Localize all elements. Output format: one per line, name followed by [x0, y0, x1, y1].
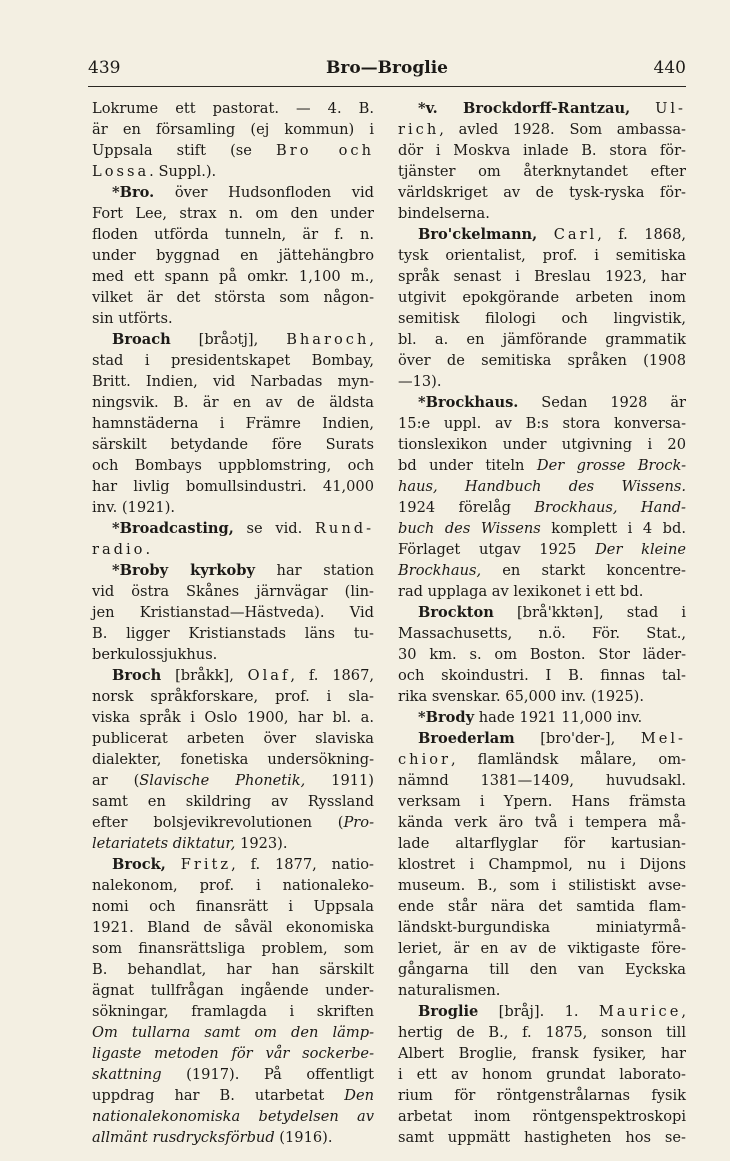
text-run: samt uppmätt hastigheten hos se- [398, 1129, 686, 1146]
text-run: med ett spann på omkr. 1,100 m., [92, 268, 374, 285]
text-line [92, 539, 374, 560]
text-run: floden utförda tunneln, är f. n. [92, 226, 374, 243]
text-line [92, 392, 374, 413]
text-line [92, 350, 374, 371]
text-run: tysk orientalist, prof. i semitiska [398, 247, 686, 264]
text-run: 1911) [305, 772, 374, 789]
text-line [92, 455, 374, 476]
text-run: under byggnad en jättehängbro [92, 247, 374, 264]
text-line [398, 896, 686, 917]
text-run: Ul- [655, 100, 686, 117]
text-run: över Hudsonfloden vid [154, 184, 374, 201]
text-line [92, 287, 374, 308]
text-line [92, 1043, 374, 1064]
text-run: B. ligger Kristianstads läns tu- [92, 625, 374, 642]
text-line [92, 1106, 374, 1127]
text-line [398, 1043, 686, 1064]
text-line [92, 119, 374, 140]
text-line [92, 959, 374, 980]
text-line [398, 434, 686, 455]
text-line [398, 560, 686, 581]
text-line [398, 224, 686, 245]
text-run: rium för röntgenstrålarnas fysik [398, 1087, 686, 1104]
text-line [398, 413, 686, 434]
text-run: rika svenskar. 65,000 inv. (1925). [398, 688, 645, 705]
text-run: bd under titeln [398, 457, 537, 474]
page-header [88, 58, 686, 84]
text-line [398, 371, 686, 392]
text-run: tionslexikon under utgivning i 20 [398, 436, 686, 453]
text-run: Pro- [343, 814, 374, 831]
text-line [398, 917, 686, 938]
text-run: buch des Wissens [398, 520, 541, 537]
text-run: norsk språkforskare, prof. i sla- [92, 688, 374, 705]
text-line [92, 875, 374, 896]
text-line [398, 938, 686, 959]
text-run: Slavische Phonetik, [139, 772, 306, 789]
text-line [398, 308, 686, 329]
left-column [92, 98, 374, 1148]
text-line [398, 875, 686, 896]
text-line [92, 707, 374, 728]
text-run: Om tullarna samt om den lämp- [92, 1024, 374, 1041]
text-run: bl. a. en jämförande grammatik [398, 331, 686, 348]
text-line [398, 245, 686, 266]
text-run: [bråkk], [161, 667, 248, 684]
text-run: (1917). På offentligt [161, 1066, 374, 1083]
text-run: är en församling (ej kommun) i [92, 121, 374, 138]
entry-headword: Bro'ckelmann, [418, 226, 538, 243]
text-run: särskilt betydande före Surats [92, 436, 374, 453]
entry-headword: *Broby kyrkoby [112, 562, 255, 579]
text-line [398, 1127, 686, 1148]
text-line [398, 1001, 686, 1022]
entry-headword: Brockton [418, 604, 494, 621]
text-run: kända verk äro två i tempera må- [398, 814, 686, 831]
text-run: inv. (1921). [92, 499, 176, 516]
text-run [630, 100, 655, 117]
entry-headword: Broch [112, 667, 162, 684]
text-line [92, 896, 374, 917]
text-run: Rund- [314, 520, 374, 537]
text-line [398, 602, 686, 623]
text-run: —13). [398, 373, 442, 390]
text-run: Carl [553, 226, 598, 243]
text-run: Britt. Indien, vid Narbadas myn- [92, 373, 374, 390]
text-run: Lokrume ett pastorat. — 4. B. [92, 100, 374, 117]
text-run: dialekter, fonetiska undersökning- [92, 751, 374, 768]
text-line [398, 812, 686, 833]
text-line [92, 245, 374, 266]
text-line [398, 581, 686, 602]
text-line [92, 203, 374, 224]
entry-headword: *Broadcasting, [112, 520, 234, 537]
text-line [92, 791, 374, 812]
text-run: stad i presidentskapet Bombay, [92, 352, 374, 369]
text-line [398, 140, 686, 161]
page-number-right: 440 [653, 58, 686, 78]
text-line [398, 1085, 686, 1106]
text-run: Förlaget utgav 1925 [398, 541, 596, 558]
text-line [398, 959, 686, 980]
entry-headword: *Brody [418, 709, 475, 726]
text-line [398, 770, 686, 791]
text-run: bindelserna. [398, 205, 490, 222]
text-run: 1923). [235, 835, 288, 852]
text-run: allmänt rusdrycksförbud [92, 1129, 275, 1146]
text-run: naturalismen. [398, 982, 501, 999]
text-run: lade altarflyglar för kartusian- [398, 835, 686, 852]
text-line [398, 665, 686, 686]
text-line [92, 686, 374, 707]
text-line [398, 329, 686, 350]
text-line [398, 203, 686, 224]
text-line [92, 833, 374, 854]
text-run: Fritz [180, 856, 232, 873]
text-line [92, 266, 374, 287]
text-line [92, 224, 374, 245]
text-run: Brockhaus, Hand- [534, 499, 686, 516]
text-line [92, 308, 374, 329]
text-run: Sedan 1928 är [518, 394, 686, 411]
text-line [398, 644, 686, 665]
text-run: Olaf [247, 667, 291, 684]
text-run: publicerat arbeten över slaviska [92, 730, 374, 747]
text-line [92, 581, 374, 602]
text-run: berkulossjukhus. [92, 646, 218, 663]
text-line [92, 371, 374, 392]
text-line [92, 413, 374, 434]
header-rule [88, 86, 686, 87]
text-run: språk senast i Breslau 1923, har [398, 268, 686, 285]
text-line [92, 1064, 374, 1085]
text-run: Fort Lee, strax n. om den under [92, 205, 374, 222]
text-line [92, 854, 374, 875]
text-run: skattning [92, 1066, 162, 1083]
text-run: hade 1921 11,000 inv. [474, 709, 643, 726]
text-run: viska språk i Oslo 1900, har bl. a. [92, 709, 374, 726]
text-run: nämnd 1381—1409, huvudsakl. [398, 772, 686, 789]
text-line [398, 350, 686, 371]
text-line [398, 728, 686, 749]
text-run: hamnstäderna i Främre Indien, [92, 415, 374, 432]
text-run: verksam i Ypern. Hans främsta [398, 793, 686, 810]
text-line [398, 182, 686, 203]
text-line [92, 1001, 374, 1022]
text-run: över de semitiska språken (1908 [398, 352, 686, 369]
entry-headword: *Brockhaus. [418, 394, 519, 411]
text-line [398, 1106, 686, 1127]
text-run: klostret i Champmol, nu i Dijons [398, 856, 686, 873]
text-run: chior [398, 751, 452, 768]
text-run: Brockhaus, [398, 562, 482, 579]
text-run: Uppsala stift (se [92, 142, 277, 159]
text-run: Bharoch [286, 331, 370, 348]
text-line [398, 161, 686, 182]
text-run: (1916). [274, 1129, 333, 1146]
text-line [92, 770, 374, 791]
entry-headword: Broach [112, 331, 171, 348]
right-column [398, 98, 686, 1148]
text-run: samt en skildring av Ryssland [92, 793, 374, 810]
text-run: Lossa [92, 163, 150, 180]
text-line [92, 161, 374, 182]
text-run: . [145, 541, 151, 558]
text-run: semitisk filologi och lingvistik, [398, 310, 686, 327]
entry-headword: *Bro. [112, 184, 155, 201]
text-line [398, 287, 686, 308]
text-line [398, 1064, 686, 1085]
entry-headword: Brock, [112, 856, 166, 873]
text-run: efter bolsjevikrevolutionen ( [92, 814, 344, 831]
text-line [92, 560, 374, 581]
text-run: se vid. [233, 520, 315, 537]
text-run: B. behandlat, har han särskilt [92, 961, 374, 978]
text-run: [brå'kktən], stad i [493, 604, 686, 621]
text-line [92, 1085, 374, 1106]
text-run: som finansrättsliga problem, som [92, 940, 374, 957]
text-run: nationalekonomiska betydelsen av [92, 1108, 374, 1125]
text-run: sin utförts. [92, 310, 173, 327]
text-line [398, 266, 686, 287]
text-run: Massachusetts, n.ö. För. Stat., [398, 625, 686, 642]
text-line [92, 938, 374, 959]
text-line [398, 623, 686, 644]
text-run: en starkt koncentre- [481, 562, 686, 579]
text-run: komplett i 4 bd. [540, 520, 686, 537]
text-line [92, 1127, 374, 1148]
text-run: , f. 1877, natio- [231, 856, 374, 873]
text-run: nomi och finansrätt i Uppsala [92, 898, 374, 915]
text-line [92, 917, 374, 938]
text-run: ländskt-burgundiska miniatyrmå- [398, 919, 686, 936]
text-run: radio [92, 541, 146, 558]
text-run: vid östra Skånes järnvägar (lin- [92, 583, 374, 600]
text-line [398, 518, 686, 539]
page-title: Bro—Broglie [326, 58, 448, 78]
text-run: , [681, 1003, 686, 1020]
text-run: gångarna till den van Eyckska [398, 961, 686, 978]
text-line [398, 119, 686, 140]
text-run: , f. 1868, [597, 226, 687, 243]
text-line [398, 980, 686, 1001]
text-line [92, 623, 374, 644]
text-run: utgivit epokgörande arbeten inom [398, 289, 686, 306]
text-run: jen Kristianstad—Hästveda). Vid [92, 604, 374, 621]
text-line [398, 98, 686, 119]
text-run: 15:e uppl. av B:s stora konversa- [398, 415, 686, 432]
text-run: rad upplaga av lexikonet i ett bd. [398, 583, 644, 600]
text-run: . Suppl.). [149, 163, 217, 180]
text-run: Der kleine [595, 541, 686, 558]
text-run: har station [254, 562, 374, 579]
text-run: museum. B., som i stilistiskt avse- [398, 877, 686, 894]
text-line [398, 791, 686, 812]
text-run: ligaste metoden för vår sockerbe- [92, 1045, 374, 1062]
entry-headword: Broglie [418, 1003, 479, 1020]
text-line [92, 98, 374, 119]
text-line [398, 497, 686, 518]
page-number-left: 439 [88, 58, 121, 78]
text-run: dör i Moskva inlade B. stora för- [398, 142, 686, 159]
text-run: , flamländsk målare, om- [451, 751, 686, 768]
text-run: och Bombays uppblomstring, och [92, 457, 374, 474]
text-line [92, 812, 374, 833]
text-run: vilket är det största som någon- [92, 289, 374, 306]
text-run: 1921. Bland de såväl ekonomiska [92, 919, 374, 936]
text-run: tjänster om återknytandet efter [398, 163, 686, 180]
text-run: Mel- [640, 730, 686, 747]
text-line [92, 140, 374, 161]
text-run: [bro'der-], [514, 730, 641, 747]
text-run: ende står nära det samtida flam- [398, 898, 686, 915]
text-run: , avled 1928. Som ambassa- [439, 121, 686, 138]
text-run: [bråɔtj], [170, 331, 287, 348]
text-run: haus, Handbuch des Wissens. [398, 478, 686, 495]
text-run: sökningar, framlagda i skriften [92, 1003, 374, 1020]
text-line [92, 728, 374, 749]
text-line [92, 476, 374, 497]
text-run: rich [398, 121, 440, 138]
text-run: hertig de B., f. 1875, sonson till [398, 1024, 686, 1041]
entry-headword: Broederlam [418, 730, 515, 747]
text-run: har livlig bomullsindustri. 41,000 [92, 478, 374, 495]
text-line [92, 980, 374, 1001]
text-run: ningsvik. B. är en av de äldsta [92, 394, 374, 411]
text-line [398, 455, 686, 476]
text-run: Albert Broglie, fransk fysiker, har [398, 1045, 686, 1062]
text-run: ar ( [92, 772, 140, 789]
text-line [92, 644, 374, 665]
text-run: i ett av honom grundat laborato- [398, 1066, 686, 1083]
text-run: nalekonom, prof. i nationaleko- [92, 877, 374, 894]
text-run: , [369, 331, 374, 348]
text-line [398, 707, 686, 728]
text-run: Maurice [598, 1003, 682, 1020]
text-line [92, 182, 374, 203]
text-line [92, 329, 374, 350]
text-line [398, 854, 686, 875]
text-run [166, 856, 181, 873]
text-line [398, 476, 686, 497]
text-run: [bråj]. 1. [478, 1003, 599, 1020]
text-run: arbetat inom röntgenspektroskopi [398, 1108, 686, 1125]
text-run: letariatets diktatur, [92, 835, 236, 852]
text-line [92, 749, 374, 770]
text-run: världskriget av de tysk-ryska för- [398, 184, 686, 201]
text-line [92, 1022, 374, 1043]
text-line [398, 686, 686, 707]
entry-headword: *v. Brockdorff-Rantzau, [418, 100, 631, 117]
text-run: 30 km. s. om Boston. Stor läder- [398, 646, 686, 663]
text-line [398, 539, 686, 560]
text-line [398, 392, 686, 413]
text-run: ägnat tullfrågan ingående under- [92, 982, 374, 999]
text-run: och skoindustri. I B. finnas tal- [398, 667, 686, 684]
text-run: leriet, är en av de viktigaste före- [398, 940, 686, 957]
text-run: Der grosse Brock- [536, 457, 686, 474]
text-line [398, 833, 686, 854]
text-run: Den [344, 1087, 374, 1104]
text-line [92, 602, 374, 623]
text-line [92, 497, 374, 518]
text-line [398, 749, 686, 770]
text-run: uppdrag har B. utarbetat [92, 1087, 345, 1104]
text-line [92, 665, 374, 686]
text-run: 1924 förelåg [398, 499, 535, 516]
text-line [92, 518, 374, 539]
text-run [537, 226, 553, 243]
text-line [92, 434, 374, 455]
text-run: Bro och [276, 142, 374, 159]
text-line [398, 1022, 686, 1043]
text-run: , f. 1867, [290, 667, 375, 684]
